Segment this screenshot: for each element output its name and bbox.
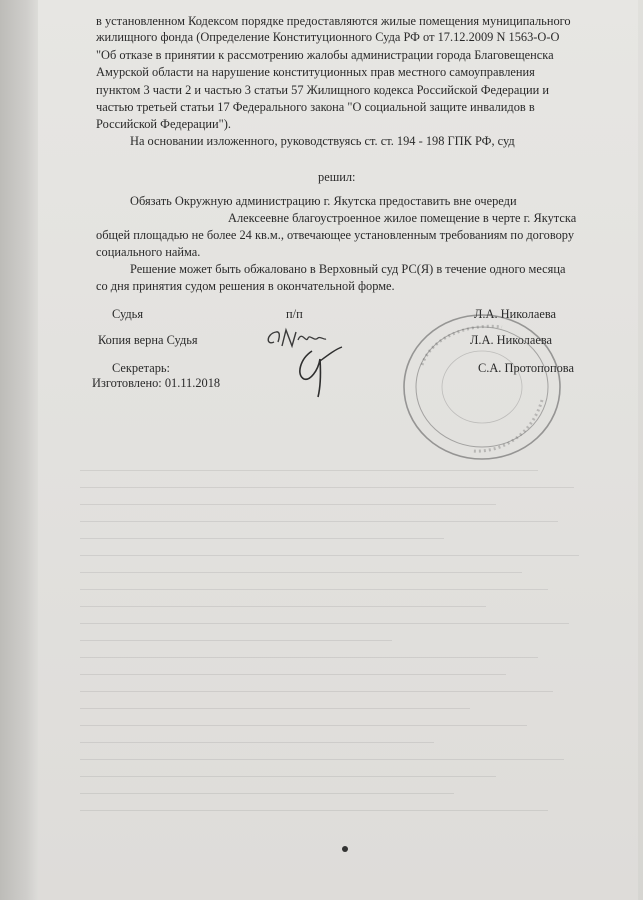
made-date: Изготовлено: 01.11.2018	[92, 376, 221, 390]
speck-mark	[342, 846, 348, 852]
body-line-4: Амурской области на нарушение конституционных прав местного самоуправления	[96, 65, 535, 79]
copy-name: Л.А. Николаева	[470, 333, 553, 347]
page-edge-shadow	[0, 0, 38, 900]
show-through-text	[80, 470, 600, 830]
judge-name: Л.А. Николаева	[474, 307, 557, 321]
decision-line-2: Алексеевне благоустроенное жилое помещение в черте г. Якутска	[228, 211, 577, 225]
pp-mark: п/п	[286, 307, 303, 321]
body-line-2: жилищного фонда (Определение Конституционного Суда РФ от 17.12.2009 N 1563-О-О	[96, 30, 560, 44]
body-line-5: пунктом 3 части 2 и частью 3 статьи 57 Жилищного кодекса Российской Федерации и	[96, 83, 549, 97]
secretary-label: Секретарь:	[112, 361, 170, 375]
body-line-3: "Об отказе в принятии к рассмотрению жалобы администрации города Благовещенска	[96, 48, 554, 62]
court-stamp-icon	[392, 305, 564, 465]
decided-heading: решил:	[318, 170, 356, 184]
copy-label: Копия верна Судья	[98, 333, 198, 347]
basis-line: На основании изложенного, руководствуясь ст. ст. 194 - 198 ГПК РФ, суд	[130, 134, 515, 148]
signature-secretary-icon	[290, 345, 350, 400]
judge-label: Судья	[112, 307, 144, 321]
decision-line-4: социального найма.	[96, 245, 201, 259]
secretary-name: С.А. Протопопова	[478, 361, 574, 375]
body-line-6: частью третьей статьи 17 Федерального закона "О социальной защите инвалидов в	[96, 100, 535, 114]
decision-line-3: общей площадью не более 24 кв.м., отвечающее установленным требованиям по договору	[96, 228, 575, 242]
body-line-1: в установленном Кодексом порядке предоставляются жилые помещения муниципального	[96, 14, 571, 28]
appeal-line-1: Решение может быть обжаловано в Верховный суд РС(Я) в течение одного месяца	[130, 262, 566, 276]
appeal-line-2: со дня принятия судом решения в окончательной форме.	[96, 279, 395, 293]
body-line-7: Российской Федерации").	[96, 117, 231, 131]
decision-line-1: Обязать Окружную администрацию г. Якутска предоставить вне очереди	[130, 194, 517, 208]
